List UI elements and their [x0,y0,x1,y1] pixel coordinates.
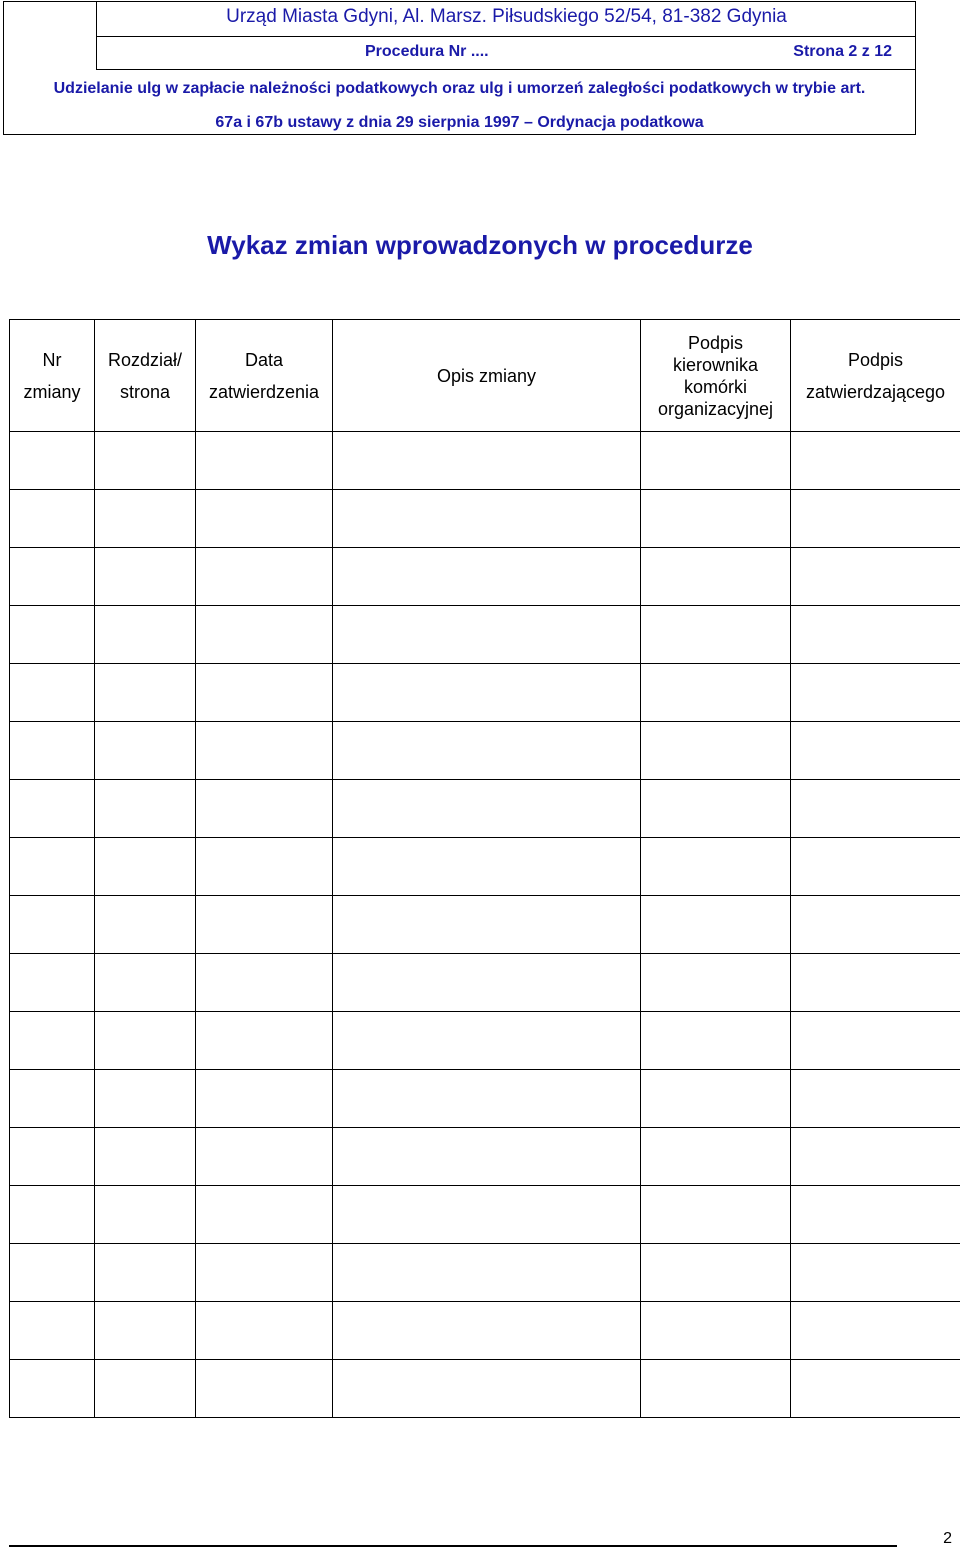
table-cell [333,1128,641,1186]
table-cell [641,780,791,838]
table-cell [196,1360,333,1418]
table-row [10,664,960,722]
table-cell [641,1128,791,1186]
table-cell [641,606,791,664]
header-unit-manager-signature [641,320,791,432]
table-cell [95,838,196,896]
table-cell [333,722,641,780]
table-cell [791,838,960,896]
header-change-description [333,320,641,432]
table-cell [333,664,641,722]
table-cell [333,838,641,896]
table-cell [791,664,960,722]
table-cell [95,722,196,780]
table-row [10,1244,960,1302]
header-page-indicator: Strona 2 z 12 [793,43,892,60]
table-cell [791,896,960,954]
table-cell [791,606,960,664]
header-approval-date-line1: Data [244,349,284,370]
table-cell [95,664,196,722]
table-cell [791,1186,960,1244]
table-cell [791,1360,960,1418]
changes-table [9,319,960,1418]
table-cell [10,838,95,896]
table-cell [10,722,95,780]
table-cell [95,432,196,490]
table-cell [333,780,641,838]
table-cell [641,664,791,722]
table-row [10,896,960,954]
table-cell [641,838,791,896]
header-chapter-page-line2: strona [119,381,171,402]
table-cell [10,490,95,548]
table-cell [333,1244,641,1302]
header-unit-manager-signature-line4: organizacyjnej [657,398,774,419]
table-cell [333,1360,641,1418]
footer-divider [9,1545,897,1547]
table-cell [10,1244,95,1302]
table-cell [196,1244,333,1302]
header-procedure-number: Procedura Nr .... [365,43,489,60]
table-cell [791,780,960,838]
header-description [4,72,915,140]
table-cell [10,1360,95,1418]
header-approver-signature-line2: zatwierdzającego [805,381,946,402]
header-change-number-line2: zmiany [23,381,81,402]
table-cell [641,490,791,548]
table-cell [196,664,333,722]
table-row [10,606,960,664]
table-cell [196,606,333,664]
table-cell [791,722,960,780]
header-chapter-page [95,320,196,432]
table-cell [641,896,791,954]
table-cell [791,1244,960,1302]
table-cell [10,432,95,490]
document-header [3,1,916,135]
table-cell [95,896,196,954]
table-cell [95,1012,196,1070]
table-cell [95,606,196,664]
header-description-line1: Udzielanie ulg w zapłacie należności podatkowych oraz ulg i umorzeń zaległości podatkowych w trybie art. [53,80,866,97]
table-cell [333,954,641,1012]
table-row [10,1186,960,1244]
table-cell [791,1070,960,1128]
table-cell [791,1012,960,1070]
table-cell [10,606,95,664]
table-cell [10,1302,95,1360]
table-cell [95,1128,196,1186]
table-cell [641,722,791,780]
table-cell [95,954,196,1012]
table-cell [95,780,196,838]
table-cell [10,1070,95,1128]
table-cell [95,1360,196,1418]
table-cell [791,432,960,490]
table-row [10,490,960,548]
table-row [10,954,960,1012]
table-cell [333,1186,641,1244]
header-institution-cell [96,2,916,37]
table-cell [791,490,960,548]
table-cell [791,1128,960,1186]
header-unit-manager-signature-line1: Podpis [687,332,744,353]
page-number: 2 [943,1530,952,1547]
table-row [10,1128,960,1186]
table-cell [791,1302,960,1360]
header-description-line2: 67a i 67b ustawy z dnia 29 sierpnia 1997 – Ordynacja podatkowa [215,114,704,131]
table-row [10,838,960,896]
table-cell [641,548,791,606]
header-approver-signature-line1: Podpis [847,349,904,370]
table-cell [641,432,791,490]
changes-table-body [10,432,960,1418]
table-row [10,548,960,606]
header-approval-date [196,320,333,432]
table-cell [641,1070,791,1128]
table-cell [95,1070,196,1128]
table-cell [333,1070,641,1128]
table-cell [196,1186,333,1244]
header-unit-manager-signature-line3: komórki [683,376,747,397]
table-cell [196,780,333,838]
table-cell [10,548,95,606]
table-cell [95,490,196,548]
table-header-row [10,320,960,432]
table-cell [333,432,641,490]
table-row [10,780,960,838]
table-cell [196,490,333,548]
table-cell [196,1070,333,1128]
table-cell [333,490,641,548]
table-cell [641,1186,791,1244]
table-cell [791,548,960,606]
table-cell [333,896,641,954]
table-cell [95,1302,196,1360]
table-cell [333,606,641,664]
header-approver-signature [791,320,960,432]
table-cell [641,1244,791,1302]
table-row [10,432,960,490]
table-cell [10,780,95,838]
table-cell [196,722,333,780]
header-chapter-page-line1: Rozdział/ [107,349,183,370]
table-cell [10,1128,95,1186]
header-unit-manager-signature-line2: kierownika [672,354,759,375]
table-cell [196,896,333,954]
table-cell [196,548,333,606]
table-cell [196,432,333,490]
table-cell [10,896,95,954]
page-title: Wykaz zmian wprowadzonych w procedurze [207,230,753,260]
table-cell [10,1012,95,1070]
table-cell [95,1244,196,1302]
table-cell [641,1360,791,1418]
table-cell [10,664,95,722]
table-cell [641,1302,791,1360]
table-cell [333,1012,641,1070]
table-row [10,1012,960,1070]
header-change-number-line1: Nr [42,349,62,370]
table-cell [333,1302,641,1360]
header-institution: Urząd Miasta Gdyni, Al. Marsz. Piłsudskiego 52/54, 81-382 Gdynia [226,6,787,27]
table-cell [196,1302,333,1360]
table-row [10,1302,960,1360]
table-cell [641,954,791,1012]
table-row [10,722,960,780]
table-cell [10,954,95,1012]
header-change-number [10,320,95,432]
table-cell [95,548,196,606]
header-change-description-line1: Opis zmiany [436,365,537,386]
table-cell [196,1012,333,1070]
table-row [10,1070,960,1128]
table-cell [10,1186,95,1244]
table-cell [333,548,641,606]
header-procedure-cell [96,36,916,70]
table-cell [196,1128,333,1186]
table-cell [641,1012,791,1070]
header-approval-date-line2: zatwierdzenia [208,381,320,402]
table-cell [196,838,333,896]
table-cell [791,954,960,1012]
table-row [10,1360,960,1418]
table-cell [95,1186,196,1244]
table-cell [196,954,333,1012]
